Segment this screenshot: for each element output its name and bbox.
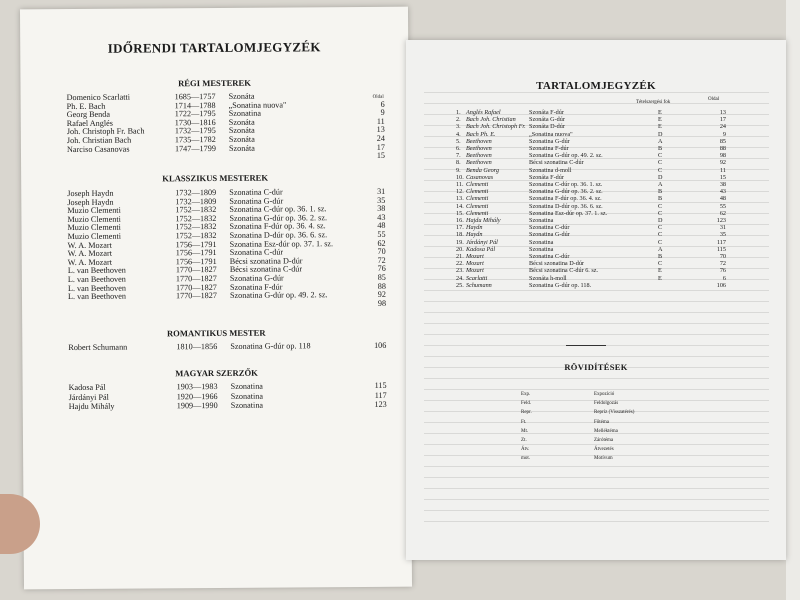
section-divider bbox=[566, 345, 606, 346]
work-title: Szonáta F-dúr bbox=[529, 109, 564, 116]
list-item bbox=[456, 181, 726, 188]
composer-name: Ph. E. Bach bbox=[66, 101, 106, 111]
composer-name: L. van Beethoven bbox=[67, 283, 126, 293]
composer-name: Joh. Christoph Fr. Bach bbox=[66, 126, 145, 137]
composer-name: L. van Beethoven bbox=[67, 266, 126, 276]
list-item bbox=[456, 109, 726, 116]
entry-number: 18. bbox=[456, 231, 464, 239]
composer-name: Beethoven bbox=[466, 159, 492, 167]
list-item bbox=[456, 116, 726, 123]
abbreviation: Exp. bbox=[521, 392, 531, 397]
page-number: 15 bbox=[376, 151, 386, 161]
work-title: Szonáta G-dúr bbox=[529, 116, 565, 124]
work-title: Szonatina G-dúr op. 36. 2. sz. bbox=[529, 188, 603, 196]
life-years: 1770—1827 bbox=[175, 291, 217, 301]
page-number: 31 bbox=[377, 186, 386, 196]
page-number: 38 bbox=[719, 181, 726, 188]
work-title: Szonatina C-dúr op. 36. 1. sz. bbox=[529, 181, 603, 188]
list-item bbox=[456, 253, 726, 260]
work-title: Szonáta bbox=[228, 117, 255, 127]
list-item bbox=[456, 210, 726, 217]
work-title: Szonatina F-dúr op. 36. 4. sz. bbox=[529, 195, 602, 203]
life-years: 1714—1788 bbox=[174, 100, 216, 110]
page-number: 48 bbox=[377, 221, 386, 231]
list-item bbox=[456, 275, 726, 282]
list-item bbox=[456, 217, 726, 224]
abbreviation: Zt. bbox=[521, 438, 527, 443]
list-item bbox=[456, 123, 726, 130]
life-years: 1920—1966 bbox=[176, 391, 218, 401]
page-number: 43 bbox=[377, 212, 386, 222]
composer-name: L. van Beethoven bbox=[67, 274, 126, 285]
difficulty-grade: E bbox=[658, 123, 662, 131]
work-title: Szonáta bbox=[228, 126, 255, 136]
composer-name: Casanovas bbox=[466, 173, 494, 181]
list-item bbox=[456, 224, 726, 231]
list-item bbox=[68, 299, 386, 310]
composer-name: Clementi bbox=[466, 188, 489, 196]
page-number: 92 bbox=[377, 290, 387, 300]
work-title: Szonáta bbox=[228, 143, 255, 153]
life-years: 1752—1832 bbox=[175, 213, 217, 224]
work-title: Bécsi szonatina C-dúr bbox=[229, 264, 303, 275]
composer-name: Schumann bbox=[466, 281, 492, 289]
abbreviation-meaning: Expozíció bbox=[594, 392, 615, 397]
work-title: Szonatina G-dúr bbox=[229, 196, 284, 206]
page-number: 115 bbox=[374, 380, 387, 390]
work-title: Szonatina F-dúr op. 36. 4. sz. bbox=[229, 221, 326, 232]
composer-name: Beethoven bbox=[466, 152, 492, 160]
page-number: 123 bbox=[716, 217, 726, 224]
abbreviation: Repr. bbox=[521, 410, 532, 416]
composer-name: Bach Joh. Christian bbox=[466, 116, 516, 124]
page-number: 43 bbox=[719, 188, 726, 196]
composer-name: W. A. Mozart bbox=[67, 240, 112, 250]
difficulty-grade: C bbox=[658, 231, 663, 239]
life-years: 1752—1832 bbox=[175, 205, 217, 215]
life-years: 1756—1791 bbox=[175, 248, 217, 258]
page-number: 15 bbox=[719, 173, 726, 181]
composer-name: Anglés Rafael bbox=[466, 109, 501, 116]
work-title: Szonatina bbox=[230, 391, 264, 401]
difficulty-grade: D bbox=[658, 173, 663, 181]
page-number: 115 bbox=[716, 245, 726, 253]
entry-number: 1. bbox=[456, 109, 461, 116]
abbreviation-meaning: Főtéma bbox=[594, 419, 609, 425]
list-item bbox=[456, 231, 726, 238]
page-number: 24 bbox=[719, 123, 726, 131]
section-heading: RÉGI MESTEREK bbox=[178, 77, 251, 89]
page-number: 35 bbox=[377, 195, 386, 205]
composer-name: Robert Schumann bbox=[68, 342, 128, 353]
work-title: Szonatina C-dúr bbox=[529, 253, 570, 260]
page-column-header: Oldal bbox=[372, 94, 384, 100]
work-title: Szonatina d-moll bbox=[529, 166, 572, 174]
life-years: 1752—1832 bbox=[175, 230, 217, 241]
left-page-title: IDŐRENDI TARTALOMJEGYZÉK bbox=[107, 39, 321, 56]
life-years: 1732—1809 bbox=[175, 187, 217, 198]
work-title: Szonatina Esz-dúr op. 37. 1. sz. bbox=[229, 238, 334, 249]
composer-name: Haydn bbox=[466, 224, 483, 232]
page-column-header: Oldal bbox=[708, 97, 720, 102]
composer-name: Clementi bbox=[466, 181, 489, 188]
composer-name: Joseph Haydn bbox=[67, 197, 114, 207]
list-item bbox=[456, 246, 726, 253]
entry-number: 24. bbox=[456, 274, 464, 282]
composer-name: Muzio Clementi bbox=[67, 223, 121, 233]
list-item bbox=[67, 151, 385, 162]
work-title: Szonatina Esz-dúr op. 37. 1. sz. bbox=[529, 209, 608, 217]
difficulty-grade: B bbox=[658, 188, 663, 196]
composer-name: Mozart bbox=[466, 260, 484, 268]
list-item bbox=[68, 341, 386, 352]
composer-name: Domenico Scarlatti bbox=[66, 92, 131, 103]
section-heading: MAGYAR SZERZŐK bbox=[175, 367, 258, 379]
page-number: 85 bbox=[377, 272, 386, 282]
difficulty-grade: C bbox=[658, 260, 663, 268]
composer-name: Joseph Haydn bbox=[67, 188, 114, 199]
composer-name: W. A. Mozart bbox=[67, 248, 112, 259]
work-title: Szonatina bbox=[230, 400, 264, 410]
composer-name: Kadosa Pál bbox=[466, 245, 496, 253]
work-title: Szonatina F-dúr bbox=[529, 145, 569, 152]
composer-name: Muzio Clementi bbox=[67, 231, 122, 242]
composer-name: Hajdu Mihály bbox=[466, 217, 501, 224]
composer-name: Hajdu Mihály bbox=[68, 401, 115, 412]
life-years: 1756—1791 bbox=[175, 256, 217, 267]
abbreviation: Mt. bbox=[521, 428, 529, 434]
life-years: 1756—1791 bbox=[175, 239, 217, 249]
work-title: Szonatina G-dúr bbox=[229, 273, 284, 283]
page-number: 106 bbox=[716, 281, 726, 289]
abbreviation-meaning: Repríz (Visszatérés) bbox=[594, 410, 635, 416]
composer-name: Beethoven bbox=[466, 145, 492, 152]
composer-name: Joh. Christian Bach bbox=[66, 135, 132, 146]
entry-number: 17. bbox=[456, 224, 464, 232]
composer-name: Kadosa Pál bbox=[68, 382, 106, 393]
work-title: Szonáta D-dúr bbox=[529, 123, 565, 131]
difficulty-grade: C bbox=[658, 202, 663, 210]
composer-name: Bach Ph. E. bbox=[466, 130, 496, 138]
page-number: 106 bbox=[374, 340, 387, 350]
page-number: 17 bbox=[719, 116, 726, 124]
work-title: Szonatina F-dúr bbox=[229, 282, 283, 292]
right-page-title: TARTALOMJEGYZÉK bbox=[536, 80, 656, 92]
page-number: 123 bbox=[374, 399, 387, 409]
list-item bbox=[456, 167, 726, 174]
page-number: 31 bbox=[719, 224, 726, 232]
abbreviation-meaning: Feldolgozás bbox=[594, 401, 619, 407]
difficulty-grade: C bbox=[658, 224, 663, 232]
difficulty-grade: D bbox=[658, 217, 663, 224]
page-number: 117 bbox=[374, 390, 387, 400]
entry-number: 16. bbox=[456, 217, 464, 224]
work-title: Bécsi szonatina C-dúr bbox=[529, 159, 584, 167]
work-title: Szonatina G-dúr bbox=[529, 137, 570, 145]
work-title: Bécsi szonatina D-dúr bbox=[229, 256, 303, 266]
work-title: Szonatina G-dúr op. 118 bbox=[230, 341, 311, 351]
difficulty-grade: E bbox=[658, 274, 662, 282]
work-title: Szonatina G-dúr op. 118. bbox=[529, 281, 592, 289]
abbreviation-meaning: Zárótéma bbox=[594, 438, 614, 443]
abbreviation-meaning: Átvezetés bbox=[594, 447, 614, 453]
page-number: 35 bbox=[719, 231, 726, 239]
work-title: Szonatina C-dúr bbox=[229, 187, 283, 197]
life-years: 1903—1983 bbox=[176, 381, 218, 392]
entry-number: 21. bbox=[456, 253, 464, 260]
entry-number: 7. bbox=[456, 152, 461, 160]
work-title: Bécsi szonatina C-dúr 6. sz. bbox=[529, 267, 599, 275]
life-years: 1810—1856 bbox=[176, 341, 218, 352]
abbreviation: Ft. bbox=[521, 419, 527, 425]
list-item bbox=[456, 145, 726, 152]
difficulty-grade: B bbox=[658, 145, 663, 152]
composer-name: W. A. Mozart bbox=[67, 257, 113, 267]
page-number: 9 bbox=[722, 130, 726, 138]
composer-name: Rafael Anglés bbox=[66, 118, 113, 128]
work-title: Szonatina D-dúr op. 36. 6. sz. bbox=[229, 230, 328, 240]
abbreviation: Feld. bbox=[521, 401, 532, 407]
difficulty-grade: C bbox=[658, 159, 663, 167]
list-item bbox=[456, 188, 726, 195]
entry-number: 25. bbox=[456, 281, 464, 289]
composer-name: Mozart bbox=[466, 267, 484, 275]
work-title: Szonáta bbox=[228, 91, 255, 101]
work-title: Szonatina C-dúr bbox=[529, 224, 570, 232]
difficulty-grade: E bbox=[658, 109, 662, 116]
entry-number: 6. bbox=[456, 145, 461, 152]
life-years: 1770—1827 bbox=[175, 282, 217, 292]
work-title: Szonatina C-dúr op. 36. 1. sz. bbox=[229, 204, 327, 215]
composer-name: Járdányi Pál bbox=[68, 392, 109, 402]
abbreviations-title: RÖVIDÍTÉSEK bbox=[564, 362, 628, 372]
composer-name: Narciso Casanovas bbox=[66, 144, 130, 154]
composer-name: Georg Benda bbox=[66, 109, 111, 120]
abbreviation-meaning: Melléktéma bbox=[594, 428, 618, 434]
list-item bbox=[456, 138, 726, 145]
composer-name: Mozart bbox=[466, 253, 484, 260]
page-number: 72 bbox=[719, 260, 726, 268]
list-item bbox=[456, 152, 726, 159]
entry-number: 23. bbox=[456, 267, 464, 275]
difficulty-grade: B bbox=[658, 253, 663, 260]
work-title: Szonatina G-dúr bbox=[529, 231, 570, 239]
composer-name: Muzio Clementi bbox=[67, 214, 121, 224]
life-years: 1909—1990 bbox=[176, 400, 218, 411]
work-title: Bécsi szonatina D-dúr bbox=[529, 260, 584, 268]
key-column-header: Tételszergési fok bbox=[636, 100, 671, 105]
work-title: Szonatina G-dúr op. 36. 2. sz. bbox=[229, 213, 328, 223]
entry-number: 2. bbox=[456, 116, 461, 124]
section-heading: ROMANTIKUS MESTER bbox=[166, 327, 266, 339]
list-item bbox=[456, 131, 726, 138]
desk-background bbox=[786, 0, 800, 600]
life-years: 1732—1809 bbox=[175, 196, 217, 206]
page-number: 70 bbox=[719, 253, 726, 260]
page-number: 88 bbox=[377, 281, 386, 291]
work-title: Szonatina bbox=[228, 108, 262, 119]
difficulty-grade: E bbox=[658, 116, 662, 124]
work-title: Szonatina G-dúr op. 49. 2. sz. bbox=[229, 290, 328, 301]
difficulty-grade: B bbox=[658, 195, 663, 203]
page-number: 6 bbox=[722, 274, 726, 282]
life-years: 1730—1816 bbox=[174, 117, 216, 128]
difficulty-grade: C bbox=[658, 166, 663, 174]
composer-name: Clementi bbox=[466, 195, 489, 203]
life-years: 1722—1795 bbox=[174, 109, 216, 119]
entry-number: 9. bbox=[456, 166, 461, 174]
entry-number: 11. bbox=[456, 181, 464, 188]
list-item bbox=[456, 282, 726, 289]
page-number: 9 bbox=[380, 108, 385, 118]
composer-name: Beethoven bbox=[466, 137, 492, 145]
life-years: 1747—1799 bbox=[174, 143, 216, 153]
life-years: 1735—1782 bbox=[174, 134, 216, 145]
life-years: 1685—1757 bbox=[174, 91, 216, 102]
abbreviation: Átv. bbox=[521, 447, 530, 453]
difficulty-grade: D bbox=[658, 130, 663, 138]
composer-name: Muzio Clementi bbox=[67, 205, 121, 216]
page-number: 55 bbox=[377, 229, 386, 239]
life-years: 1732—1795 bbox=[174, 126, 216, 136]
entry-number: 20. bbox=[456, 245, 464, 253]
entry-number: 3. bbox=[456, 123, 461, 131]
work-title: Szonatina G-dúr op. 49. 2. sz. bbox=[529, 152, 603, 160]
work-title: Szonatina bbox=[529, 245, 554, 253]
composer-name: Bach Joh. Christoph Fr. bbox=[466, 123, 526, 131]
work-title: Szonatina bbox=[529, 238, 554, 246]
entry-number: 13. bbox=[456, 195, 464, 203]
page-number: 98 bbox=[377, 298, 387, 308]
composer-name: Scarlatti bbox=[466, 274, 488, 282]
list-item bbox=[456, 239, 726, 246]
page-number: 6 bbox=[380, 99, 385, 109]
difficulty-grade: C bbox=[658, 209, 663, 217]
entry-number: 4. bbox=[456, 130, 461, 138]
entry-number: 5. bbox=[456, 137, 461, 145]
difficulty-grade: A bbox=[658, 181, 663, 188]
difficulty-grade: E bbox=[658, 267, 662, 275]
page-number: 88 bbox=[719, 145, 726, 152]
difficulty-grade: C bbox=[658, 152, 663, 160]
entry-number: 22. bbox=[456, 260, 464, 268]
abbreviation: mot. bbox=[521, 456, 531, 462]
page-number: 85 bbox=[719, 137, 726, 145]
work-title: Szonatina bbox=[529, 217, 554, 224]
work-title: Szonáta bbox=[228, 134, 255, 144]
page-number: 98 bbox=[719, 152, 726, 160]
life-years: 1770—1827 bbox=[175, 265, 217, 275]
left-page bbox=[20, 7, 412, 590]
page-number: 55 bbox=[719, 202, 726, 210]
list-item bbox=[456, 195, 726, 202]
page-number: 24 bbox=[376, 133, 385, 143]
composer-name: Clementi bbox=[466, 202, 489, 210]
page-number: 117 bbox=[716, 238, 726, 246]
difficulty-grade: A bbox=[658, 245, 663, 253]
life-years: 1770—1827 bbox=[175, 273, 217, 284]
composer-name: L. van Beethoven bbox=[67, 291, 127, 302]
page-number: 92 bbox=[719, 159, 726, 167]
difficulty-grade: C bbox=[658, 238, 663, 246]
section-heading: KLASSZIKUS MESTEREK bbox=[162, 172, 269, 184]
list-item bbox=[456, 267, 726, 274]
page-number: 70 bbox=[377, 247, 386, 257]
page-number: 38 bbox=[377, 204, 386, 214]
page-number: 62 bbox=[377, 238, 386, 248]
work-title: „Sonatina nuova" bbox=[529, 130, 573, 138]
list-item bbox=[456, 174, 726, 181]
list-item bbox=[456, 159, 726, 166]
work-title: Szonatina bbox=[230, 381, 263, 391]
entry-number: 19. bbox=[456, 238, 464, 246]
work-title: „Sonatina nuova" bbox=[228, 100, 287, 110]
list-item bbox=[456, 203, 726, 210]
abbreviation-meaning: Motívum bbox=[594, 456, 613, 462]
entry-number: 10. bbox=[456, 173, 464, 181]
list-item bbox=[69, 400, 387, 411]
page-number: 13 bbox=[719, 109, 726, 116]
composer-name: Haydn bbox=[466, 231, 483, 239]
list-item bbox=[456, 260, 726, 267]
composer-name: Clementi bbox=[466, 209, 489, 217]
page-number: 62 bbox=[719, 209, 726, 217]
work-title: Szonáta F-dúr bbox=[529, 173, 564, 181]
work-title: Szonatina D-dúr op. 36. 6. sz. bbox=[529, 202, 603, 210]
entry-number: 8. bbox=[456, 159, 461, 167]
page-number: 48 bbox=[719, 195, 726, 203]
entry-number: 14. bbox=[456, 202, 464, 210]
work-title: Szonatina C-dúr bbox=[229, 247, 284, 258]
page-number: 13 bbox=[376, 125, 385, 135]
composer-name: Járdányi Pál bbox=[466, 238, 498, 246]
page-number: 72 bbox=[377, 255, 386, 265]
entry-number: 15. bbox=[456, 209, 464, 217]
difficulty-grade: A bbox=[658, 137, 663, 145]
composer-name: Benda Georg bbox=[466, 166, 499, 174]
page-number: 11 bbox=[376, 116, 385, 126]
life-years: 1752—1832 bbox=[175, 222, 217, 232]
page-number: 17 bbox=[376, 142, 385, 152]
page-number: 11 bbox=[720, 166, 726, 174]
page-number: 76 bbox=[719, 267, 726, 275]
right-page bbox=[406, 40, 786, 560]
work-title: Szonáta h-moll bbox=[529, 274, 567, 282]
page-number: 76 bbox=[377, 264, 386, 274]
entry-number: 12. bbox=[456, 188, 464, 196]
